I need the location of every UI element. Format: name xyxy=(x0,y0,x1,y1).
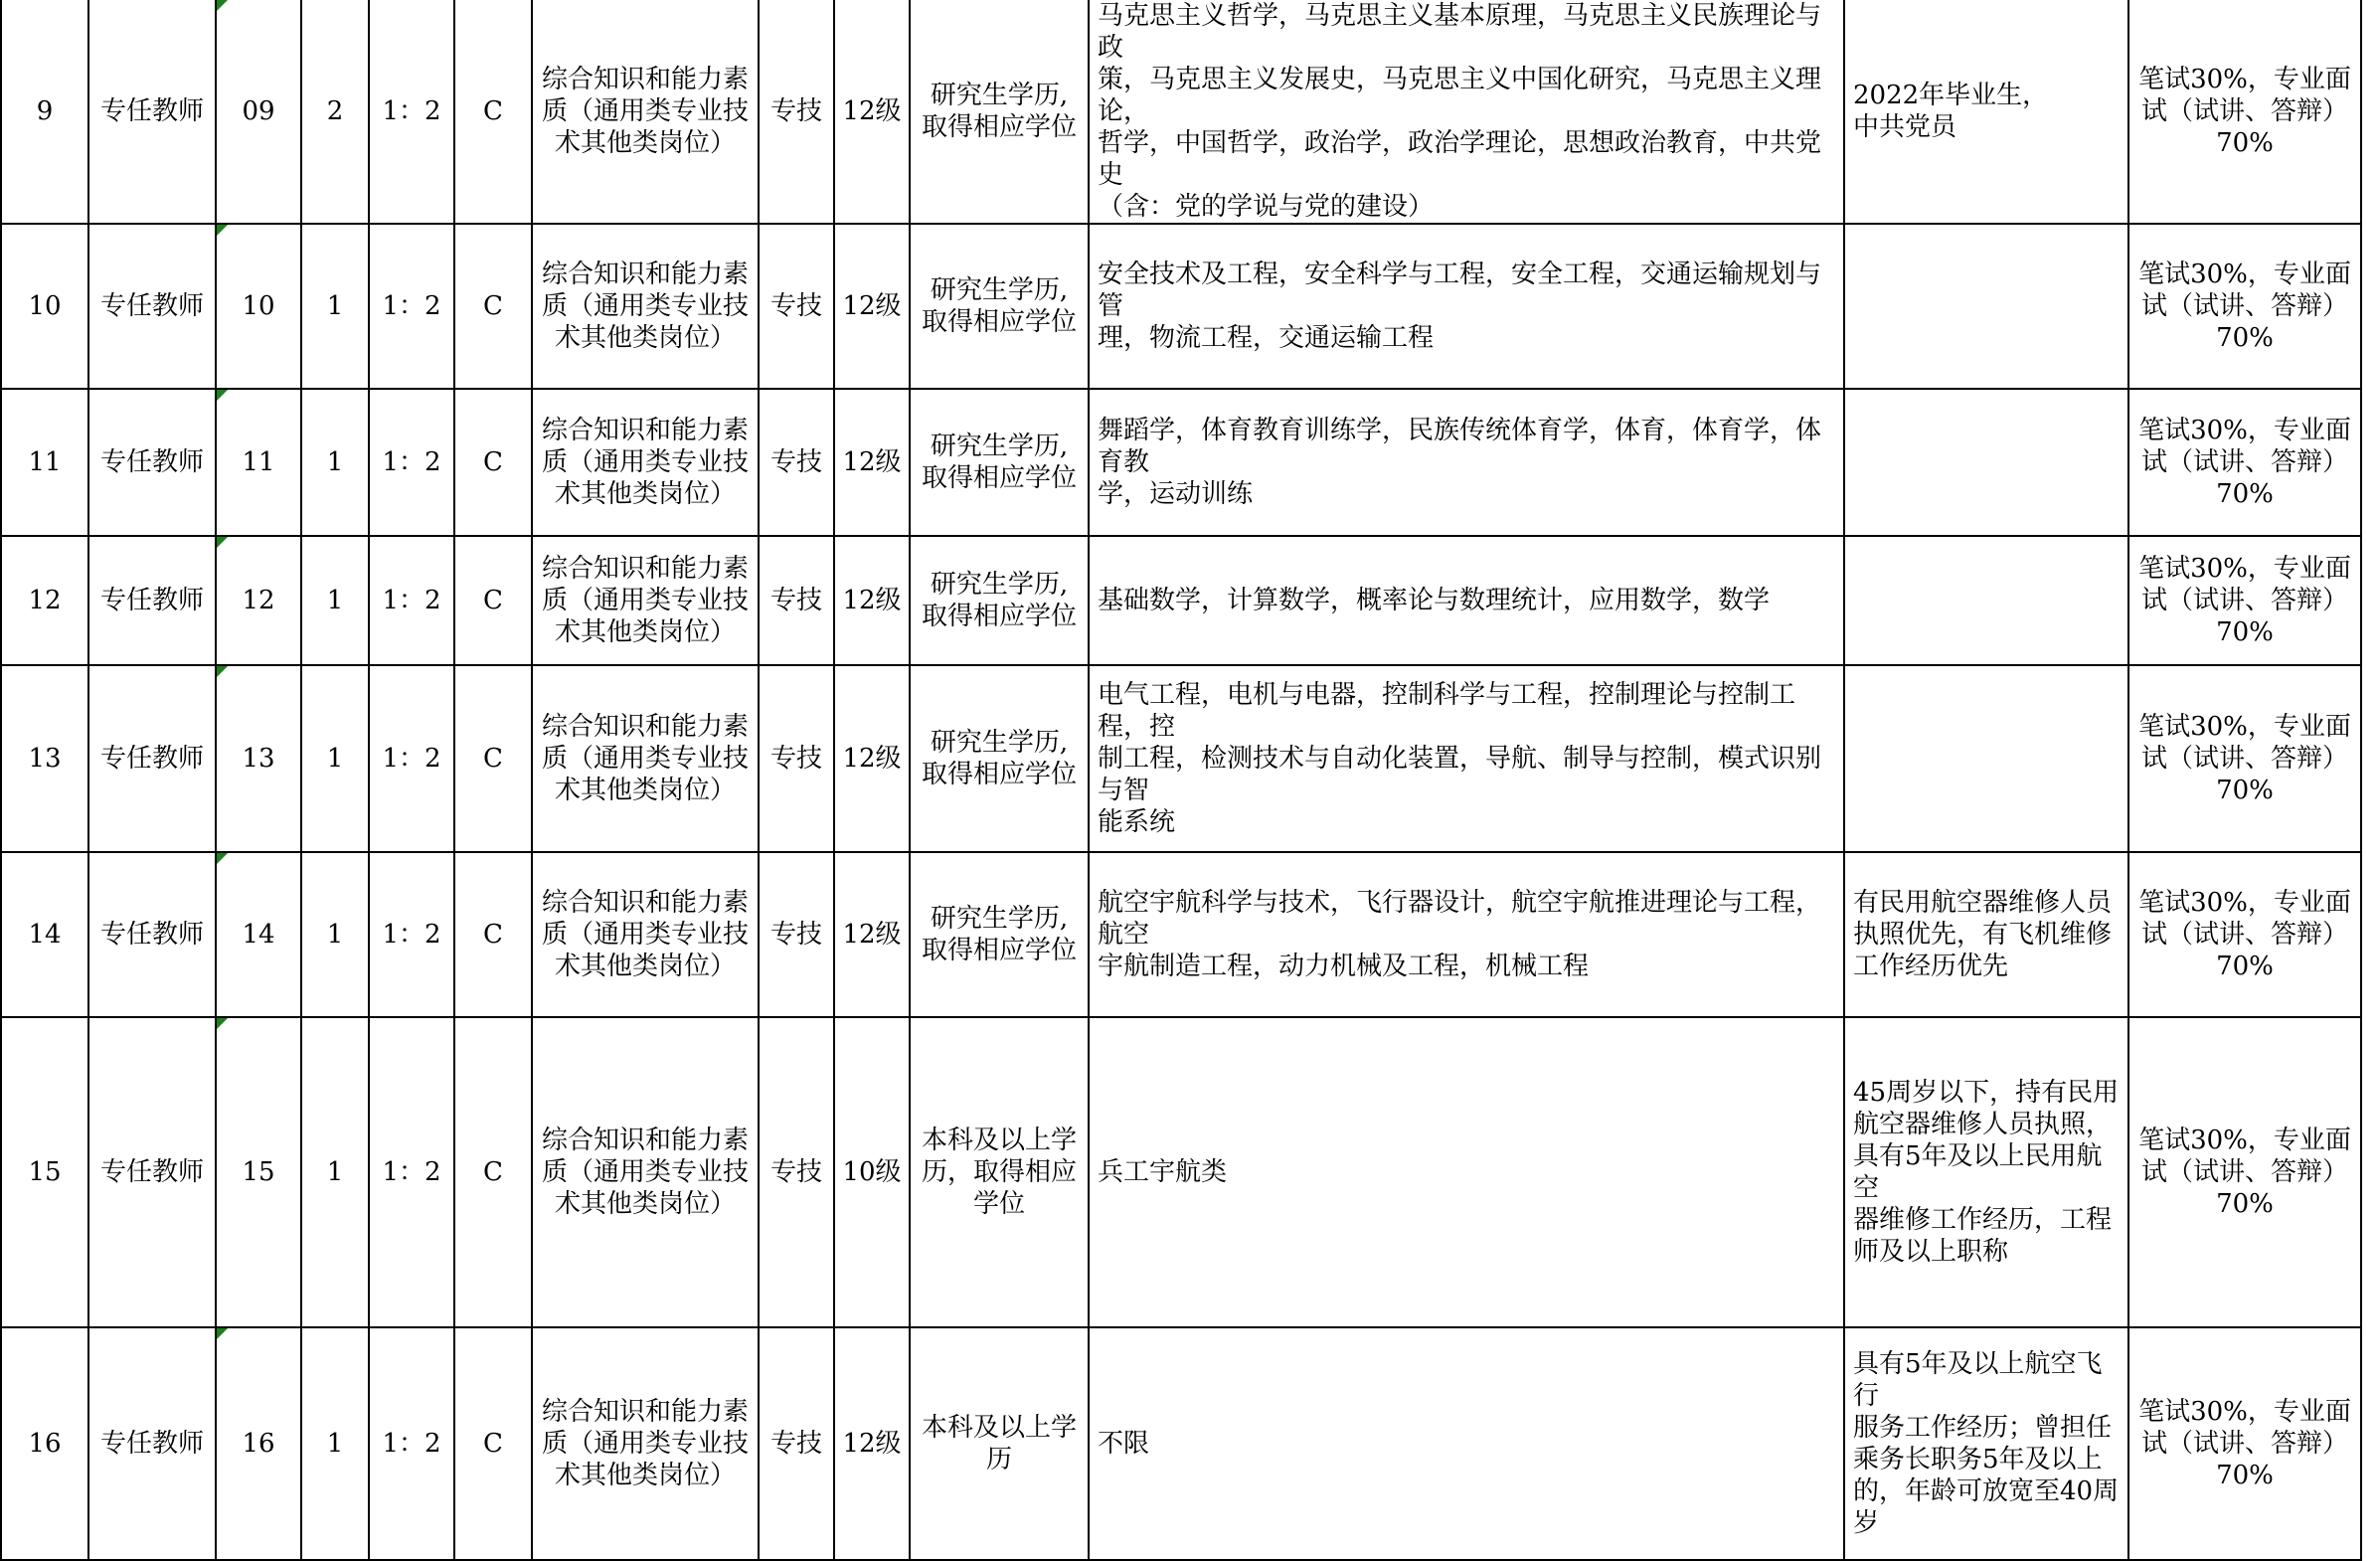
education-line: 取得相应学位 xyxy=(921,602,1077,631)
post-name-text: 专任教师 xyxy=(99,1429,204,1459)
exam-subject-line: 综合知识和能力素 xyxy=(541,260,749,289)
sequence-number-text: 13 xyxy=(28,744,62,774)
cell-flag-icon xyxy=(217,390,228,401)
post-code-cell xyxy=(216,665,301,852)
post-type-cell xyxy=(759,536,834,665)
post-level-cell xyxy=(834,665,910,852)
education-cell xyxy=(910,224,1089,389)
exam-ratio-cell xyxy=(369,665,454,852)
major-line: 马克思主义哲学，马克思主义基本原理，马克思主义民族理论与政 xyxy=(1098,1,1822,63)
table-row xyxy=(1,536,2361,665)
exam-method-line: 试（试讲、答辩） xyxy=(2140,920,2348,950)
other-requirements-cell xyxy=(1844,665,2128,852)
other-requirements-line: 乘务长职务5年及以上 xyxy=(1853,1445,2103,1474)
major-line: 制工程，检测技术与自动化装置，导航、制导与控制，模式识别与智 xyxy=(1098,744,1822,805)
major-line: 宇航制造工程，动力机械及工程，机械工程 xyxy=(1098,952,1590,981)
exam-subject-line: 术其他类岗位） xyxy=(554,776,736,805)
exam-method-line: 试（试讲、答辩） xyxy=(2140,586,2348,615)
sequence-number-text: 12 xyxy=(28,586,62,615)
post-type-text: 专技 xyxy=(769,291,822,321)
other-requirements-cell xyxy=(1844,224,2128,389)
post-level-cell xyxy=(834,1017,910,1327)
cell-flag-icon xyxy=(217,537,228,548)
other-requirements-line: 45周岁以下，持有民用 xyxy=(1853,1078,2120,1108)
table-row xyxy=(1,1327,2361,1560)
sequence-number-cell xyxy=(1,536,88,665)
education-cell xyxy=(910,389,1089,536)
category-cell xyxy=(454,1017,532,1327)
sequence-number-text: 9 xyxy=(36,96,54,126)
education-line: 研究生学历, xyxy=(930,432,1069,461)
hiring-count-text: 1 xyxy=(326,744,344,774)
major-line: 能系统 xyxy=(1098,807,1176,837)
exam-method-line: 70% xyxy=(2216,617,2274,647)
exam-subject-line: 质（通用类专业技 xyxy=(541,291,749,321)
exam-subject-line: 术其他类岗位） xyxy=(554,323,736,353)
exam-ratio-text: 1：2 xyxy=(382,96,441,126)
exam-method-cell xyxy=(2128,536,2361,665)
post-type-text: 专技 xyxy=(769,96,822,126)
post-level-text: 12级 xyxy=(842,920,902,950)
exam-ratio-text: 1：2 xyxy=(382,291,441,321)
exam-subject-cell xyxy=(532,665,759,852)
exam-subject-line: 术其他类岗位） xyxy=(554,952,736,981)
hiring-count-text: 1 xyxy=(326,291,344,321)
exam-method-line: 70% xyxy=(2216,1461,2274,1490)
post-type-text: 专技 xyxy=(769,447,822,477)
exam-subject-line: 术其他类岗位） xyxy=(554,617,736,647)
exam-method-line: 笔试30%，专业面 xyxy=(2138,712,2351,742)
education-line: 取得相应学位 xyxy=(921,307,1077,337)
sequence-number-cell xyxy=(1,1017,88,1327)
exam-method-line: 试（试讲、答辩） xyxy=(2140,1157,2348,1187)
other-requirements-line: 的，年龄可放宽至40周 xyxy=(1853,1476,2120,1506)
exam-method-cell xyxy=(2128,0,2361,224)
exam-method-cell xyxy=(2128,852,2361,1017)
category-text: C xyxy=(483,447,503,477)
post-code-text: 12 xyxy=(242,586,275,615)
education-line: 本科及以上学 xyxy=(921,1126,1077,1155)
major-cell xyxy=(1089,1017,1844,1327)
education-cell xyxy=(910,1327,1089,1560)
education-line: 取得相应学位 xyxy=(921,760,1077,789)
exam-method-line: 70% xyxy=(2216,776,2274,805)
post-level-text: 12级 xyxy=(842,96,902,126)
exam-subject-cell xyxy=(532,1327,759,1560)
education-cell xyxy=(910,852,1089,1017)
exam-subject-cell xyxy=(532,852,759,1017)
exam-method-cell xyxy=(2128,665,2361,852)
exam-subject-cell xyxy=(532,0,759,224)
post-name-cell xyxy=(88,665,216,852)
post-code-text: 14 xyxy=(242,920,275,950)
post-name-text: 专任教师 xyxy=(99,447,204,477)
category-cell xyxy=(454,389,532,536)
sequence-number-text: 16 xyxy=(28,1429,62,1459)
category-text: C xyxy=(483,744,503,774)
other-requirements-line: 中共党员 xyxy=(1853,112,1957,142)
exam-subject-line: 术其他类岗位） xyxy=(554,1189,736,1219)
major-cell xyxy=(1089,389,1844,536)
post-name-cell xyxy=(88,389,216,536)
post-level-text: 12级 xyxy=(842,744,902,774)
exam-subject-line: 综合知识和能力素 xyxy=(541,712,749,742)
sequence-number-cell xyxy=(1,0,88,224)
other-requirements-line: 2022年毕业生， xyxy=(1853,81,2049,110)
education-cell xyxy=(910,536,1089,665)
other-requirements-line: 具有5年及以上航空飞行 xyxy=(1853,1349,2103,1411)
post-level-text: 10级 xyxy=(842,1157,902,1187)
exam-method-cell xyxy=(2128,1017,2361,1327)
post-level-text: 12级 xyxy=(842,586,902,615)
hiring-count-cell xyxy=(301,852,369,1017)
other-requirements-line: 具有5年及以上民用航空 xyxy=(1853,1141,2103,1203)
education-line: 研究生学历, xyxy=(930,275,1069,305)
exam-subject-line: 质（通用类专业技 xyxy=(541,744,749,774)
other-requirements-line: 器维修工作经历，工程 xyxy=(1853,1205,2113,1235)
major-cell xyxy=(1089,0,1844,224)
sequence-number-cell xyxy=(1,1327,88,1560)
post-name-text: 专任教师 xyxy=(99,586,204,615)
post-type-text: 专技 xyxy=(769,920,822,950)
other-requirements-line: 服务工作经历；曾担任 xyxy=(1853,1413,2113,1443)
post-type-cell xyxy=(759,852,834,1017)
other-requirements-line: 工作经历优先 xyxy=(1853,952,2009,981)
hiring-count-text: 1 xyxy=(326,447,344,477)
exam-subject-line: 综合知识和能力素 xyxy=(541,65,749,94)
exam-subject-line: 综合知识和能力素 xyxy=(541,416,749,445)
category-cell xyxy=(454,665,532,852)
exam-subject-cell xyxy=(532,224,759,389)
major-cell xyxy=(1089,852,1844,1017)
hiring-count-text: 2 xyxy=(326,96,344,126)
major-cell xyxy=(1089,665,1844,852)
major-line: 不限 xyxy=(1098,1429,1150,1459)
hiring-count-cell xyxy=(301,1327,369,1560)
cell-flag-icon xyxy=(217,1328,228,1339)
post-level-text: 12级 xyxy=(842,291,902,321)
exam-ratio-text: 1：2 xyxy=(382,586,441,615)
post-code-cell xyxy=(216,224,301,389)
post-code-text: 16 xyxy=(242,1429,275,1459)
exam-subject-line: 质（通用类专业技 xyxy=(541,96,749,126)
exam-subject-line: 术其他类岗位） xyxy=(554,1461,736,1490)
category-cell xyxy=(454,0,532,224)
exam-method-line: 70% xyxy=(2216,128,2274,158)
hiring-count-cell xyxy=(301,536,369,665)
education-cell xyxy=(910,0,1089,224)
hiring-count-text: 1 xyxy=(326,1157,344,1187)
post-type-cell xyxy=(759,665,834,852)
exam-method-line: 试（试讲、答辩） xyxy=(2140,1429,2348,1459)
exam-method-cell xyxy=(2128,1327,2361,1560)
exam-subject-line: 质（通用类专业技 xyxy=(541,1157,749,1187)
post-level-text: 12级 xyxy=(842,447,902,477)
other-requirements-cell xyxy=(1844,0,2128,224)
other-requirements-cell xyxy=(1844,1327,2128,1560)
sequence-number-cell xyxy=(1,665,88,852)
exam-method-line: 70% xyxy=(2216,952,2274,981)
hiring-count-text: 1 xyxy=(326,1429,344,1459)
exam-subject-line: 质（通用类专业技 xyxy=(541,1429,749,1459)
exam-ratio-text: 1：2 xyxy=(382,1157,441,1187)
table-row xyxy=(1,389,2361,536)
exam-ratio-cell xyxy=(369,224,454,389)
exam-subject-line: 术其他类岗位） xyxy=(554,128,736,158)
education-line: 取得相应学位 xyxy=(921,463,1077,493)
exam-method-line: 笔试30%，专业面 xyxy=(2138,416,2351,445)
post-name-cell xyxy=(88,224,216,389)
major-line: （含：党的学说与党的建设） xyxy=(1098,192,1435,222)
table-body xyxy=(1,0,2361,1560)
exam-subject-cell xyxy=(532,536,759,665)
post-code-cell xyxy=(216,1017,301,1327)
exam-method-line: 笔试30%，专业面 xyxy=(2138,888,2351,918)
post-level-cell xyxy=(834,224,910,389)
post-type-text: 专技 xyxy=(769,744,822,774)
education-cell xyxy=(910,665,1089,852)
major-line: 哲学，中国哲学，政治学，政治学理论，思想政治教育，中共党史 xyxy=(1098,128,1822,190)
exam-ratio-cell xyxy=(369,389,454,536)
exam-ratio-text: 1：2 xyxy=(382,920,441,950)
post-code-text: 11 xyxy=(242,447,275,477)
post-level-cell xyxy=(834,0,910,224)
category-text: C xyxy=(483,1429,503,1459)
major-cell xyxy=(1089,1327,1844,1560)
education-line: 研究生学历, xyxy=(930,904,1069,934)
education-cell xyxy=(910,1017,1089,1327)
post-code-text: 10 xyxy=(242,291,275,321)
cell-flag-icon xyxy=(217,1018,228,1029)
other-requirements-line: 执照优先，有飞机维修 xyxy=(1853,920,2113,950)
exam-ratio-text: 1：2 xyxy=(382,447,441,477)
cell-flag-icon xyxy=(217,225,228,236)
major-line: 学，运动训练 xyxy=(1098,479,1254,509)
post-code-text: 15 xyxy=(242,1157,275,1187)
education-line: 本科及以上学 xyxy=(921,1413,1077,1443)
category-cell xyxy=(454,224,532,389)
exam-subject-line: 综合知识和能力素 xyxy=(541,554,749,584)
post-type-text: 专技 xyxy=(769,586,822,615)
major-cell xyxy=(1089,224,1844,389)
other-requirements-cell xyxy=(1844,536,2128,665)
exam-subject-line: 质（通用类专业技 xyxy=(541,447,749,477)
exam-subject-line: 质（通用类专业技 xyxy=(541,586,749,615)
category-text: C xyxy=(483,920,503,950)
exam-subject-line: 综合知识和能力素 xyxy=(541,1126,749,1155)
post-code-text: 09 xyxy=(242,96,275,126)
exam-subject-cell xyxy=(532,389,759,536)
category-text: C xyxy=(483,1157,503,1187)
post-name-text: 专任教师 xyxy=(99,96,204,126)
hiring-count-cell xyxy=(301,0,369,224)
major-line: 策，马克思主义发展史，马克思主义中国化研究，马克思主义理论， xyxy=(1098,65,1822,126)
exam-method-cell xyxy=(2128,224,2361,389)
post-code-cell xyxy=(216,852,301,1017)
education-line: 学位 xyxy=(972,1189,1025,1219)
hiring-count-cell xyxy=(301,224,369,389)
exam-ratio-cell xyxy=(369,852,454,1017)
post-name-cell xyxy=(88,1017,216,1327)
post-type-cell xyxy=(759,1327,834,1560)
post-type-text: 专技 xyxy=(769,1429,822,1459)
education-line: 历 xyxy=(985,1445,1012,1474)
other-requirements-line: 岁 xyxy=(1853,1508,1880,1538)
major-line: 安全技术及工程，安全科学与工程，安全工程，交通运输规划与管 xyxy=(1098,260,1822,321)
category-cell xyxy=(454,852,532,1017)
other-requirements-line: 师及以上职称 xyxy=(1853,1237,2009,1267)
category-text: C xyxy=(483,586,503,615)
exam-ratio-cell xyxy=(369,1017,454,1327)
exam-method-line: 试（试讲、答辩） xyxy=(2140,447,2348,477)
major-cell xyxy=(1089,536,1844,665)
table-row xyxy=(1,0,2361,224)
post-name-text: 专任教师 xyxy=(99,291,204,321)
post-code-cell xyxy=(216,536,301,665)
exam-ratio-text: 1：2 xyxy=(382,1429,441,1459)
post-code-cell xyxy=(216,389,301,536)
exam-method-line: 试（试讲、答辩） xyxy=(2140,96,2348,126)
major-line: 兵工宇航类 xyxy=(1098,1157,1228,1187)
major-line: 舞蹈学，体育教育训练学，民族传统体育学，体育，体育学，体育教 xyxy=(1098,416,1822,477)
sequence-number-text: 14 xyxy=(28,920,62,950)
post-name-text: 专任教师 xyxy=(99,1157,204,1187)
post-type-cell xyxy=(759,1017,834,1327)
exam-subject-line: 综合知识和能力素 xyxy=(541,1397,749,1427)
exam-method-line: 笔试30%，专业面 xyxy=(2138,554,2351,584)
exam-method-line: 70% xyxy=(2216,323,2274,353)
table-row xyxy=(1,224,2361,389)
post-code-cell xyxy=(216,0,301,224)
hiring-count-text: 1 xyxy=(326,586,344,615)
category-cell xyxy=(454,536,532,665)
table-row xyxy=(1,1017,2361,1327)
exam-subject-line: 综合知识和能力素 xyxy=(541,888,749,918)
other-requirements-cell xyxy=(1844,1017,2128,1327)
category-cell xyxy=(454,1327,532,1560)
post-level-cell xyxy=(834,1327,910,1560)
category-text: C xyxy=(483,291,503,321)
exam-method-cell xyxy=(2128,389,2361,536)
exam-subject-line: 质（通用类专业技 xyxy=(541,920,749,950)
post-type-cell xyxy=(759,224,834,389)
exam-method-line: 笔试30%，专业面 xyxy=(2138,1126,2351,1155)
education-line: 取得相应学位 xyxy=(921,112,1077,142)
major-line: 基础数学，计算数学，概率论与数理统计，应用数学，数学 xyxy=(1098,586,1771,615)
sequence-number-text: 11 xyxy=(28,447,62,477)
exam-method-line: 笔试30%，专业面 xyxy=(2138,65,2351,94)
exam-ratio-text: 1：2 xyxy=(382,744,441,774)
exam-method-line: 笔试30%，专业面 xyxy=(2138,1397,2351,1427)
exam-ratio-cell xyxy=(369,0,454,224)
table-row xyxy=(1,852,2361,1017)
exam-subject-cell xyxy=(532,1017,759,1327)
post-type-cell xyxy=(759,0,834,224)
exam-method-line: 70% xyxy=(2216,479,2274,509)
education-line: 历，取得相应 xyxy=(921,1157,1077,1187)
other-requirements-line: 有民用航空器维修人员 xyxy=(1853,888,2113,918)
post-level-cell xyxy=(834,852,910,1017)
other-requirements-cell xyxy=(1844,389,2128,536)
post-code-text: 13 xyxy=(242,744,275,774)
sequence-number-text: 10 xyxy=(28,291,62,321)
sequence-number-text: 15 xyxy=(28,1157,62,1187)
exam-method-line: 笔试30%，专业面 xyxy=(2138,260,2351,289)
hiring-count-cell xyxy=(301,389,369,536)
post-type-cell xyxy=(759,389,834,536)
exam-method-line: 70% xyxy=(2216,1189,2274,1219)
major-line: 理，物流工程，交通运输工程 xyxy=(1098,323,1435,353)
hiring-count-text: 1 xyxy=(326,920,344,950)
sequence-number-cell xyxy=(1,852,88,1017)
post-level-cell xyxy=(834,536,910,665)
cell-flag-icon xyxy=(217,853,228,864)
category-text: C xyxy=(483,96,503,126)
hiring-count-cell xyxy=(301,665,369,852)
post-code-cell xyxy=(216,1327,301,1560)
post-name-text: 专任教师 xyxy=(99,920,204,950)
exam-method-line: 试（试讲、答辩） xyxy=(2140,744,2348,774)
exam-ratio-cell xyxy=(369,1327,454,1560)
education-line: 研究生学历, xyxy=(930,570,1069,600)
table-row xyxy=(1,665,2361,852)
other-requirements-cell xyxy=(1844,852,2128,1017)
cell-flag-icon xyxy=(217,666,228,677)
post-name-cell xyxy=(88,852,216,1017)
major-line: 电气工程，电机与电器，控制科学与工程，控制理论与控制工程，控 xyxy=(1098,680,1796,742)
post-name-text: 专任教师 xyxy=(99,744,204,774)
post-name-cell xyxy=(88,1327,216,1560)
education-line: 研究生学历, xyxy=(930,728,1069,758)
post-name-cell xyxy=(88,0,216,224)
education-line: 取得相应学位 xyxy=(921,936,1077,965)
other-requirements-line: 航空器维修人员执照， xyxy=(1853,1110,2113,1139)
education-line: 研究生学历, xyxy=(930,81,1069,110)
post-level-text: 12级 xyxy=(842,1429,902,1459)
post-level-cell xyxy=(834,389,910,536)
major-line: 航空宇航科学与技术，飞行器设计，航空宇航推进理论与工程，航空 xyxy=(1098,888,1822,950)
post-name-cell xyxy=(88,536,216,665)
hiring-count-cell xyxy=(301,1017,369,1327)
exam-ratio-cell xyxy=(369,536,454,665)
post-type-text: 专技 xyxy=(769,1157,822,1187)
exam-method-line: 试（试讲、答辩） xyxy=(2140,291,2348,321)
exam-subject-line: 术其他类岗位） xyxy=(554,479,736,509)
sequence-number-cell xyxy=(1,389,88,536)
cell-flag-icon xyxy=(217,0,228,11)
sequence-number-cell xyxy=(1,224,88,389)
